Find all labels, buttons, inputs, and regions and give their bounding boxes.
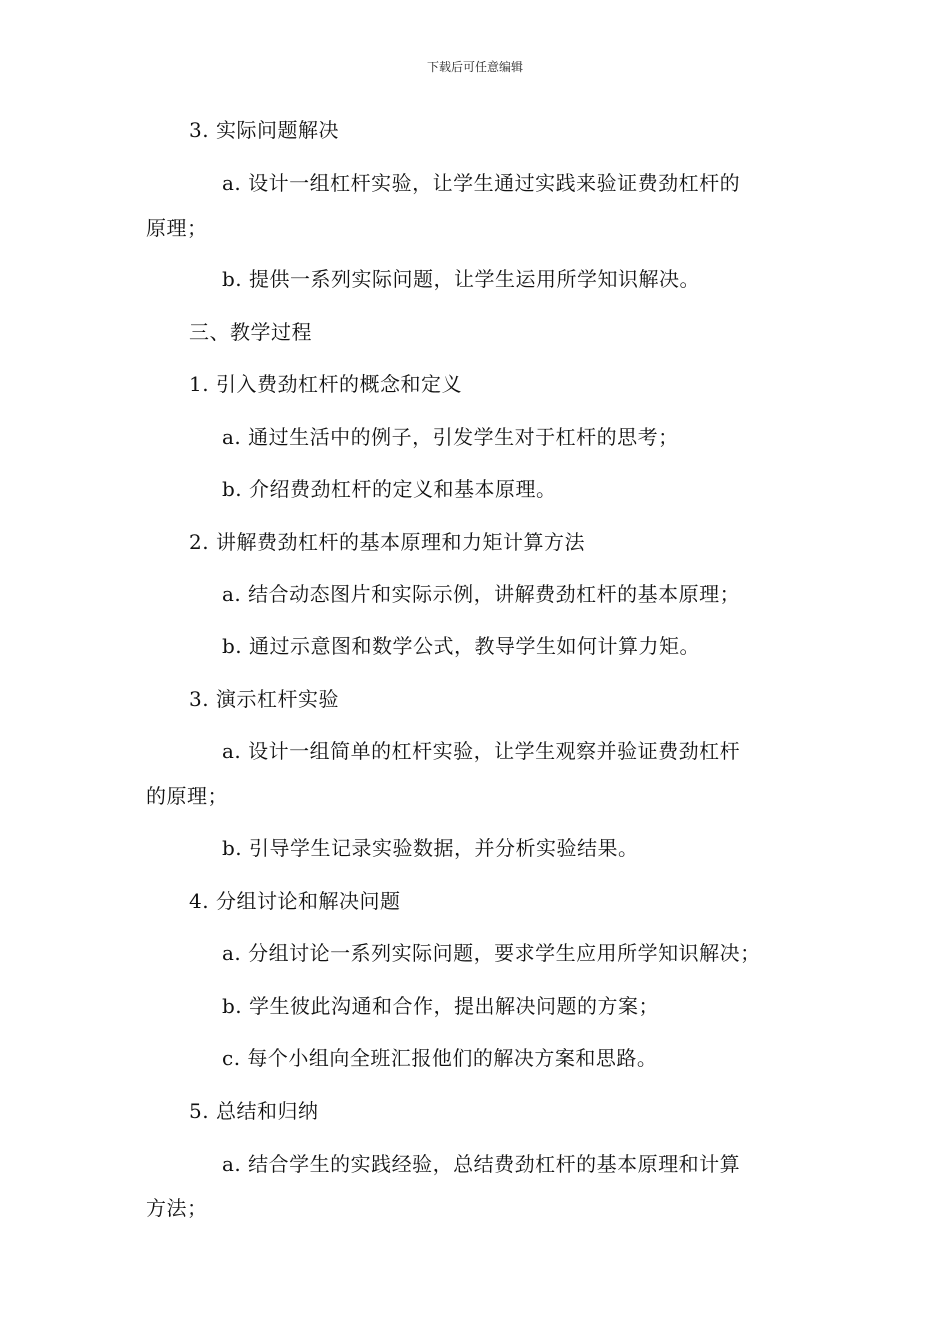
section-item-heading: 3. 实际问题解决 — [189, 118, 339, 142]
section-item-heading: 3. 演示杠杆实验 — [189, 687, 339, 711]
section-item-heading: 4. 分组讨论和解决问题 — [189, 889, 401, 913]
sub-item: c. 每个小组向全班汇报他们的解决方案和思路。 — [222, 1046, 658, 1070]
sub-item: b. 提供一系列实际问题，让学生运用所学知识解决。 — [222, 267, 701, 291]
sub-item: a. 分组讨论一系列实际问题，要求学生应用所学知识解决； — [222, 941, 761, 965]
section-item-heading: 1. 引入费劲杠杆的概念和定义 — [189, 372, 462, 396]
section-heading: 三、教学过程 — [189, 320, 312, 344]
page-header: 下载后可任意编辑 — [426, 60, 523, 74]
sub-item: b. 通过示意图和数学公式，教导学生如何计算力矩。 — [222, 634, 701, 658]
section-item-heading: 2. 讲解费劲杠杆的基本原理和力矩计算方法 — [189, 530, 585, 554]
sub-item: b. 学生彼此沟通和合作，提出解决问题的方案； — [222, 994, 660, 1018]
sub-item-continuation: 方法； — [146, 1196, 208, 1220]
sub-item: b. 介绍费劲杠杆的定义和基本原理。 — [222, 477, 557, 501]
sub-item-continuation: 的原理； — [146, 784, 228, 808]
sub-item: a. 通过生活中的例子，引发学生对于杠杆的思考； — [222, 425, 679, 449]
sub-item: a. 结合动态图片和实际示例，讲解费劲杠杆的基本原理； — [222, 582, 741, 606]
sub-item: a. 结合学生的实践经验，总结费劲杠杆的基本原理和计算 — [222, 1152, 741, 1176]
sub-item-continuation: 原理； — [146, 216, 208, 240]
sub-item: a. 设计一组杠杆实验，让学生通过实践来验证费劲杠杆的 — [222, 171, 741, 195]
sub-item: b. 引导学生记录实验数据，并分析实验结果。 — [222, 836, 639, 860]
sub-item: a. 设计一组简单的杠杆实验，让学生观察并验证费劲杠杆 — [222, 739, 741, 763]
section-item-heading: 5. 总结和归纳 — [189, 1099, 319, 1123]
